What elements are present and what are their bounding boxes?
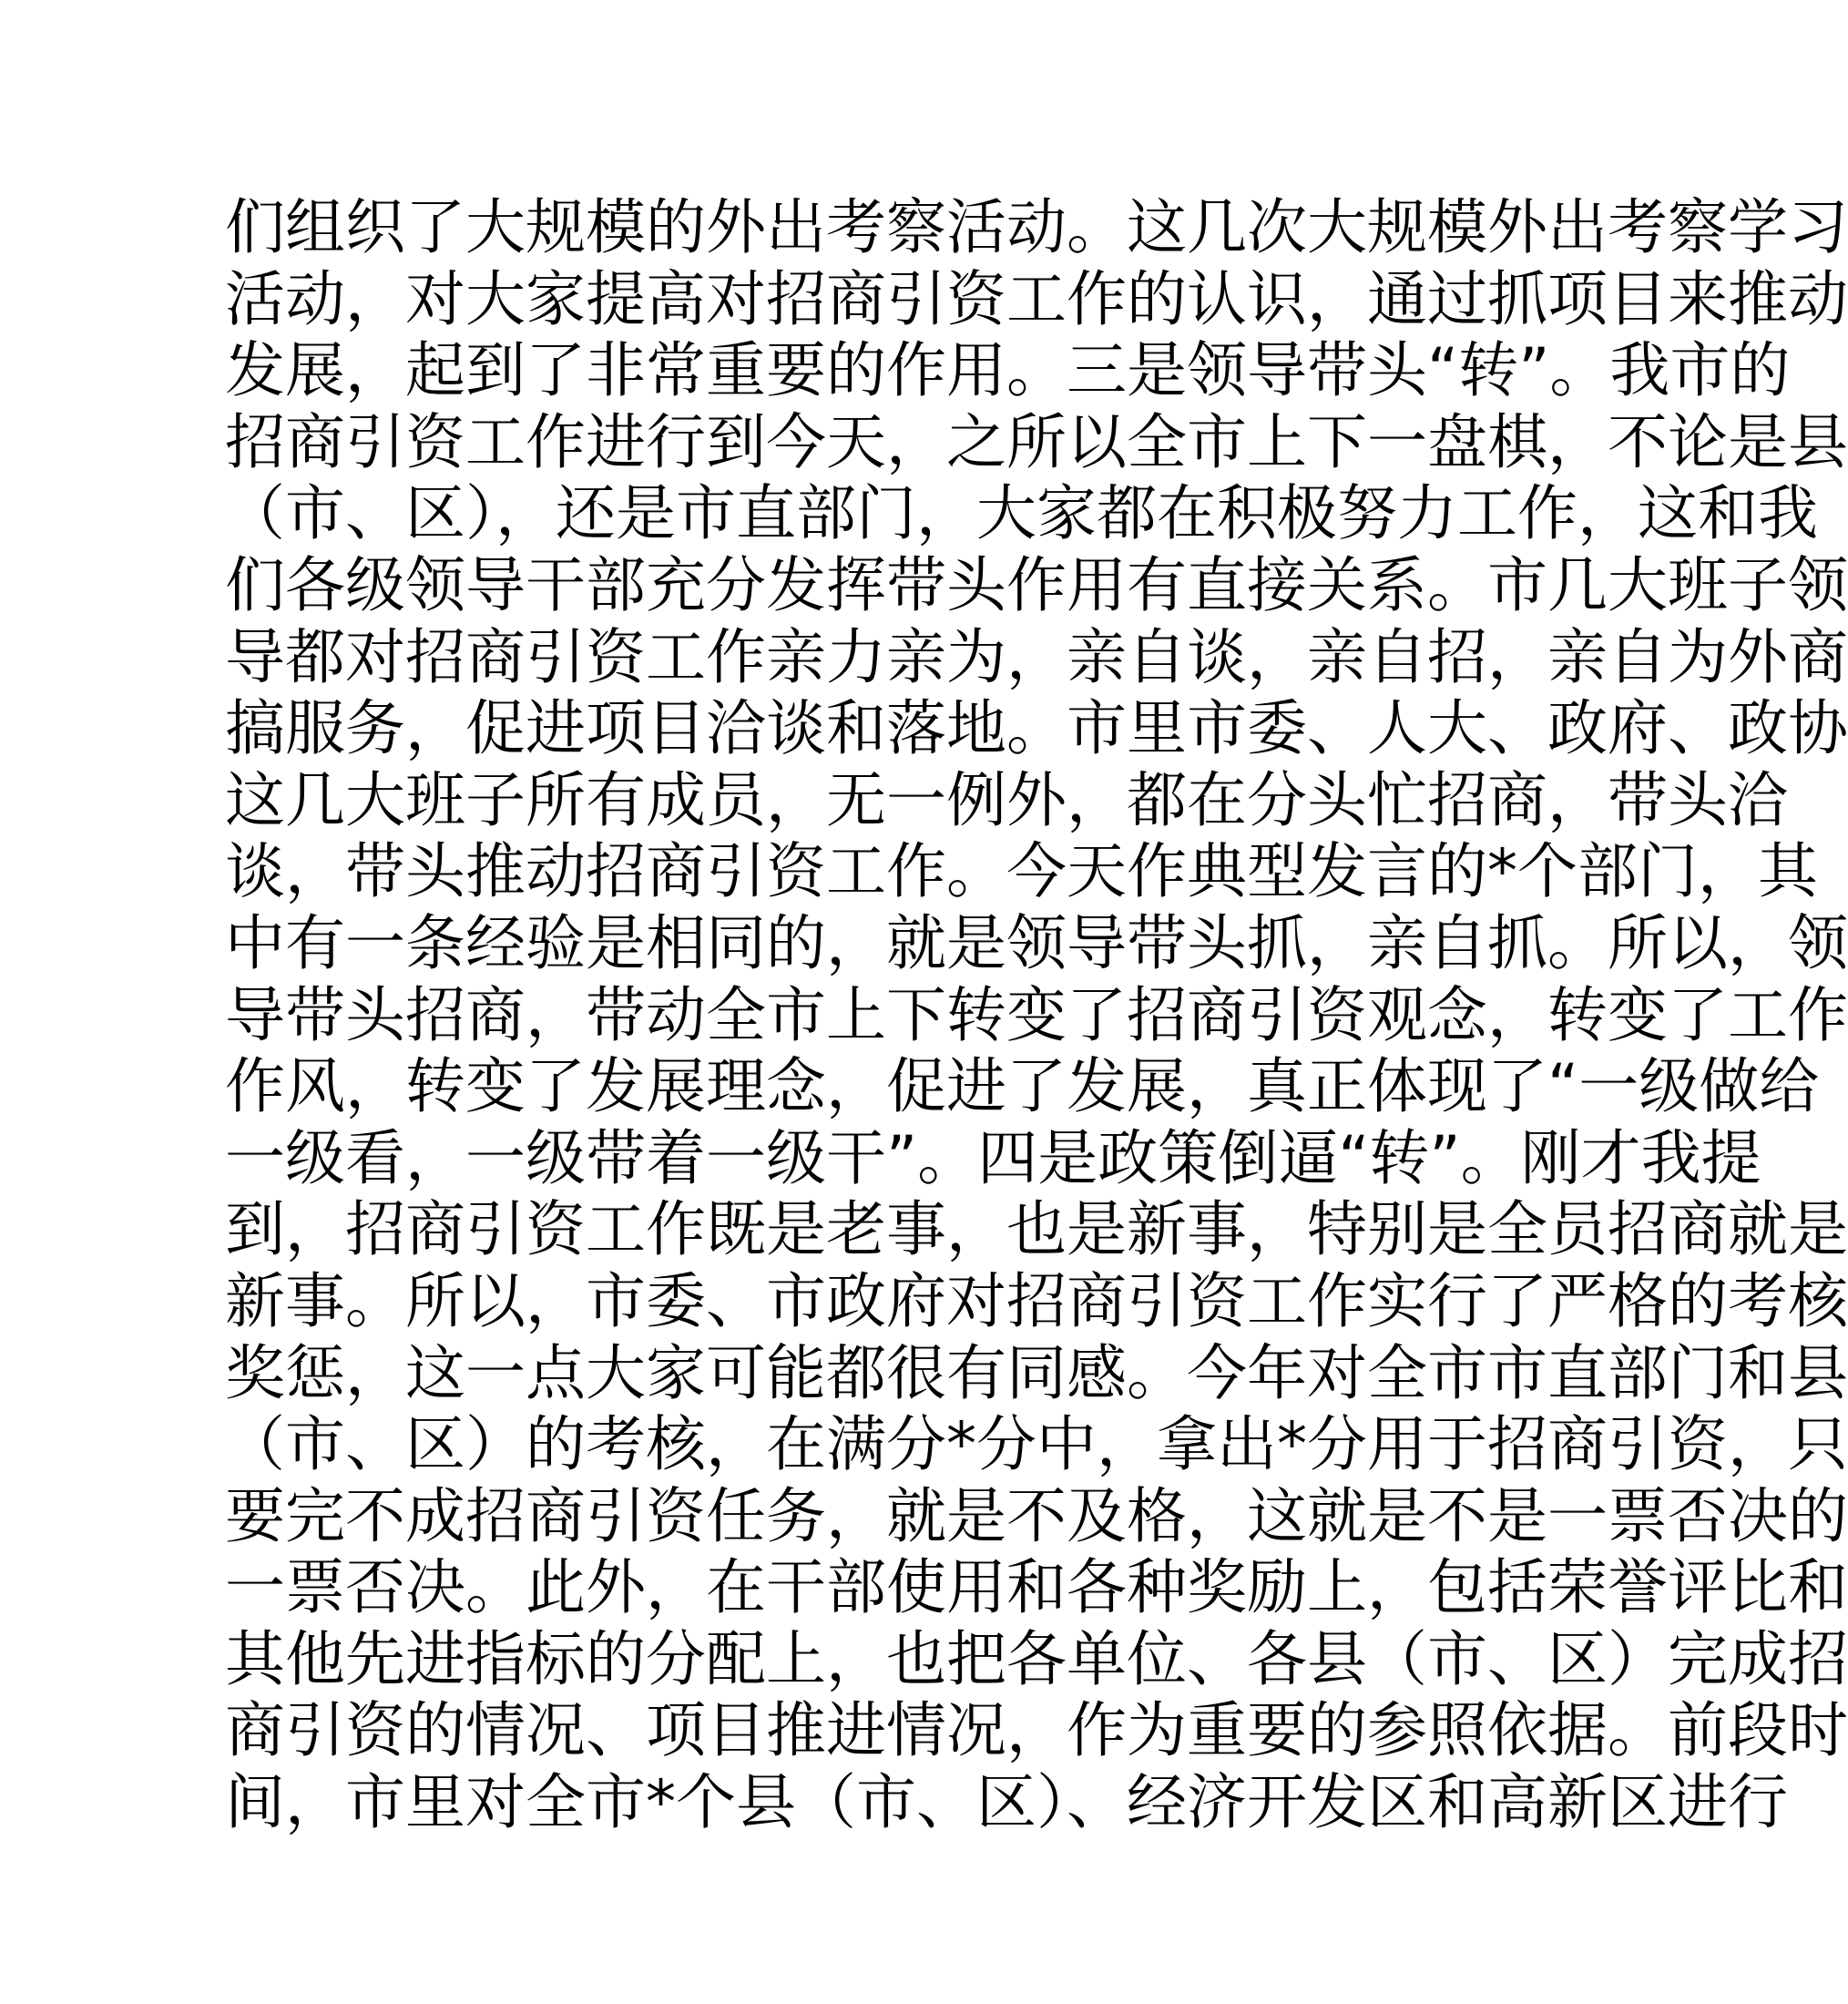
text-line: 这几大班子所有成员，无一例外，都在分头忙招商，带头洽 (225, 764, 1788, 835)
text-line: （市、区）的考核，在满分*分中，拿出*分用于招商引资，只 (225, 1409, 1848, 1480)
text-line: 商引资的情况、项目推进情况，作为重要的参照依据。前段时 (225, 1695, 1848, 1766)
text-line: 导都对招商引资工作亲力亲为，亲自谈，亲自招，亲自为外商 (225, 621, 1848, 692)
text-line: 们组织了大规模的外出考察活动。这几次大规模外出考察学习 (225, 192, 1848, 262)
text-line: 导带头招商，带动全市上下转变了招商引资观念，转变了工作 (225, 979, 1848, 1050)
text-line: 新事。所以，市委、市政府对招商引资工作实行了严格的考核 (225, 1265, 1848, 1336)
text-line: 搞服务，促进项目洽谈和落地。市里市委、人大、政府、政协 (225, 693, 1848, 764)
text-line: （市、区），还是市直部门，大家都在积极努力工作，这和我 (225, 478, 1818, 549)
text-line: 间，市里对全市*个县（市、区）、经济开发区和高新区进行 (225, 1767, 1788, 1838)
text-line: 到，招商引资工作既是老事，也是新事，特别是全员招商就是 (225, 1194, 1848, 1265)
body-paragraph (225, 192, 1848, 1839)
text-line: 其他先进指标的分配上，也把各单位、各县（市、区）完成招 (225, 1623, 1848, 1694)
text-line: 要完不成招商引资任务，就是不及格，这就是不是一票否决的 (225, 1480, 1848, 1551)
text-line: 一票否决。此外，在干部使用和各种奖励上，包括荣誉评比和 (225, 1552, 1848, 1623)
text-line: 招商引资工作进行到今天，之所以全市上下一盘棋，不论是县 (225, 406, 1848, 477)
text-line: 中有一条经验是相同的，就是领导带头抓，亲自抓。所以，领 (225, 907, 1848, 978)
text-line: 奖惩，这一点大家可能都很有同感。今年对全市市直部门和县 (225, 1337, 1848, 1408)
text-line: 活动，对大家提高对招商引资工作的认识，通过抓项目来推动 (225, 263, 1848, 334)
text-line: 谈，带头推动招商引资工作。今天作典型发言的*个部门，其 (225, 836, 1818, 907)
text-line: 一级看，一级带着一级干”。四是政策倒逼“转”。刚才我提 (225, 1122, 1761, 1193)
text-line: 发展，起到了非常重要的作用。三是领导带头“转”。我市的 (225, 335, 1791, 406)
text-line: 作风，转变了发展理念，促进了发展，真正体现了“一级做给 (225, 1051, 1820, 1122)
text-line: 们各级领导干部充分发挥带头作用有直接关系。市几大班子领 (225, 549, 1848, 620)
